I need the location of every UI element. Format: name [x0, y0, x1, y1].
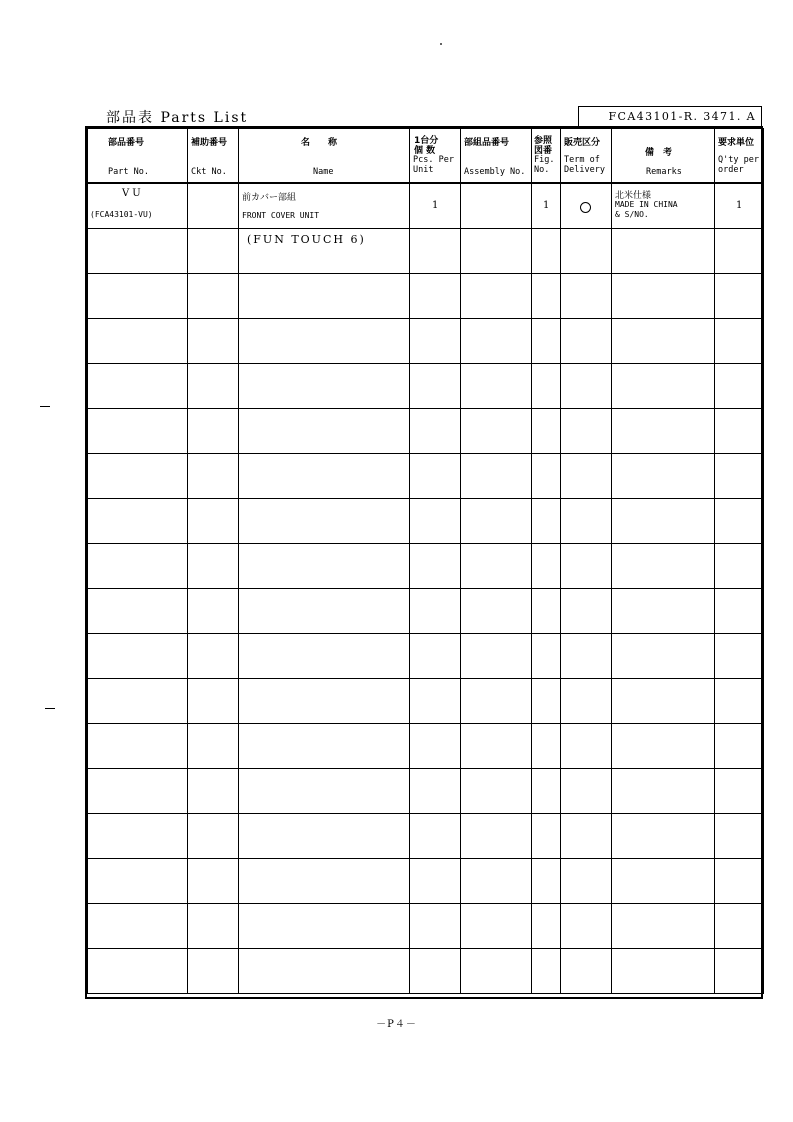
name-line-2: (FUN TOUCH 6)	[247, 233, 366, 246]
margin-mark	[45, 708, 55, 709]
col-header-fig-en2: No.	[534, 165, 550, 175]
table-row	[88, 319, 764, 364]
col-header-fig-ja: 参照	[534, 136, 553, 146]
col-header-ckt-no-en: Ckt No.	[191, 167, 227, 177]
col-header-name-ja: 名 称	[301, 138, 338, 148]
name-en: FRONT COVER UNIT	[242, 211, 320, 220]
table-row	[88, 949, 764, 994]
header-row	[88, 129, 764, 184]
col-header-part-no-ja: 部品番号	[108, 138, 145, 148]
col-header-pcs-ja2: 個 数	[414, 146, 436, 156]
col-header-qty-en: Q'ty per	[718, 155, 759, 165]
table-row	[88, 499, 764, 544]
table-row	[88, 544, 764, 589]
col-header-delivery-ja: 販売区分	[564, 138, 601, 148]
scan-speck	[440, 43, 442, 45]
col-header-pcs-en2: Unit	[413, 165, 434, 175]
name-ja: 前カバー部組	[242, 193, 297, 203]
col-header-fig-en: Fig.	[534, 155, 555, 165]
col-header-qty-en2: order	[718, 165, 744, 175]
part-no-sub: (FCA43101-VU)	[90, 210, 153, 219]
part-no: VU	[122, 188, 144, 199]
document-number: FCA43101-R. 3471. A	[578, 106, 762, 126]
table-row	[88, 589, 764, 634]
qty-per-order: 1	[736, 200, 743, 211]
table-row	[88, 183, 764, 229]
parts-list-table	[85, 126, 763, 999]
col-header-fig-ja2: 図番	[534, 146, 553, 156]
col-header-qty-ja: 要求単位	[718, 138, 755, 148]
fig-no: 1	[543, 200, 550, 211]
sheet-title: 部品表 Parts List	[106, 110, 249, 126]
remarks-line-3: & S/NO.	[615, 210, 649, 219]
table-row	[88, 814, 764, 859]
table-row	[88, 634, 764, 679]
table-row	[88, 454, 764, 499]
col-header-part-no-en: Part No.	[108, 167, 149, 177]
margin-mark	[40, 406, 50, 407]
table-row	[88, 679, 764, 724]
col-header-pcs-en: Pcs. Per	[413, 155, 454, 165]
remarks-line-1: 北米仕様	[615, 191, 652, 201]
col-header-assembly-ja: 部組品番号	[464, 138, 510, 148]
table-row	[88, 229, 764, 274]
table-row	[88, 769, 764, 814]
remarks-line-2: MADE IN CHINA	[615, 200, 678, 209]
pcs-per-unit: 1	[432, 200, 439, 211]
col-header-remarks-en: Remarks	[646, 167, 682, 177]
delivery-circle-mark	[580, 202, 591, 213]
table-row	[88, 724, 764, 769]
table-row	[88, 859, 764, 904]
col-header-pcs-ja: 1台分	[414, 136, 439, 146]
table-row	[88, 409, 764, 454]
col-header-delivery-en: Term of	[564, 155, 600, 165]
col-header-ckt-no-ja: 補助番号	[191, 138, 228, 148]
col-header-delivery-en2: Delivery	[564, 165, 605, 175]
col-header-assembly-en: Assembly No.	[464, 167, 526, 177]
page-number: －P４－	[376, 1019, 417, 1030]
table-row	[88, 274, 764, 319]
col-header-name-en: Name	[313, 167, 334, 177]
table-row	[88, 904, 764, 949]
table-row	[88, 364, 764, 409]
col-header-remarks-ja: 備 考	[645, 148, 673, 158]
